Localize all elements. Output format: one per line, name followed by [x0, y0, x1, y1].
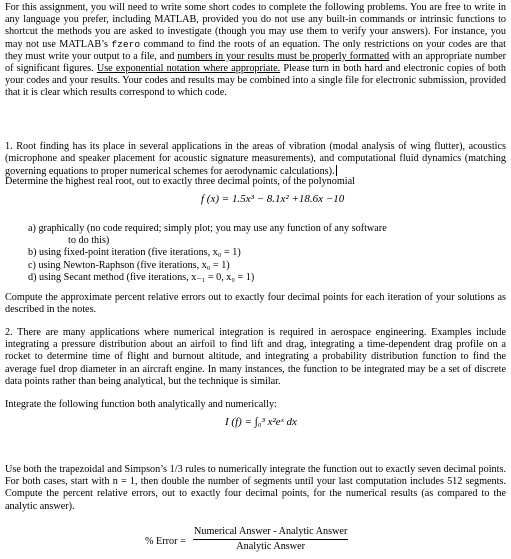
- problem1-task: Determine the highest real root, out to exactly three decimal points, of the polynomial: [5, 176, 355, 187]
- method-item-c: c) using Newton-Raphson (five iterations, x₀ = 1): [28, 259, 230, 271]
- method-item-a: a) graphically (no code required; simply plot; you may use any function of any software: [28, 223, 387, 234]
- exponential-notation-note: Use exponential notation where appropriate.: [96, 63, 281, 75]
- method-item-a-cont: to do this): [68, 235, 110, 247]
- method-item-d: d) using Secant method (five iterations, x₋₁ = 0, x₀ = 1): [28, 271, 255, 283]
- error-label: % Error =: [145, 536, 186, 547]
- problem1-paragraph: [5, 141, 506, 179]
- method-item-b: b) using fixed-point iteration (five iterations, x₀ = 1): [28, 247, 241, 259]
- text-cursor: [336, 165, 337, 176]
- problem2-paragraph: 2. There are many applications where numerical integration is required in aerospace engineering. Examples include integrating a pressure distribution about an airfoil to find lift and drag, integrating a time-dependent drag profile on a rocket to determine time of flight and burnout altitude, and integrating a probability distribution function to find the average fuel drop diameter in an aircraft engine. In many instances, the function to be integrated may be a set of discrete data points rather than being analytical, but the technique is similar.: [5, 327, 506, 387]
- formatting-requirement: numbers in your results must be properly formatted: [177, 50, 390, 62]
- error-denominator: Analytic Answer: [236, 541, 306, 553]
- fzero-command: fzero: [111, 38, 141, 50]
- problem2-instructions: Use both the trapezoidal and Simpson’s 1/3 rules to numerically integrate the function out to exactly seven decimal points. For both cases, start with n = 1, then double the number of segments until your last computation includes 512 segments. Compute the percent relative errors, out to exactly four decimal points, for the numerical results (as compared to the analytic answer).: [5, 464, 506, 512]
- problem1-method-list: [28, 223, 498, 284]
- error-numerator: Numerical Answer - Analytic Answer: [193, 526, 348, 540]
- integral-equation: I (f) = ∫₀³ x²eˣ dx: [225, 416, 297, 428]
- problem1-followup: Compute the approximate percent relative errors out to exactly four decimal points for each iteration of your solutions as described in the notes.: [5, 292, 506, 316]
- intro-text-4: Please turn in both hard and electronic copies of both your codes and your results. Your codes and results may be combined into a single file for electronic submission, provided that it is clear which results correspond to which code.: [5, 63, 506, 99]
- intro-text-3: with an appropriate number of significant figures.: [5, 50, 506, 75]
- error-formula-fraction: [193, 526, 348, 553]
- intro-text-1: For this assignment, you will need to write some short codes to complete the following problems. You are free to write in any language you prefer, including MATLAB, provided you do not use any built-in commands or intrinsic functions to shortcut the methods you are asked to investigate (though you may use them to verify your answers). For instance, you may not use MATLAB’s: [5, 2, 506, 50]
- intro-paragraph: [5, 2, 506, 100]
- problem1-text: 1. Root finding has its place in several applications in the areas of vibration (modal analysis of wing flutter), acoustics (microphone and speaker placement for acoustic signature measurements), and computational fluid dynamics (matching governing equations to proper numerical schemes for aerodynamic calculations).: [5, 141, 506, 178]
- problem2-task: Integrate the following function both analytically and numerically:: [5, 399, 277, 410]
- intro-text-2: command to find the roots of an equation. The only restrictions on your codes are that they must write your output to a file, and: [5, 38, 506, 62]
- polynomial-equation: f (x) = 1.5x³ − 8.1x² +18.6x −10: [201, 193, 345, 205]
